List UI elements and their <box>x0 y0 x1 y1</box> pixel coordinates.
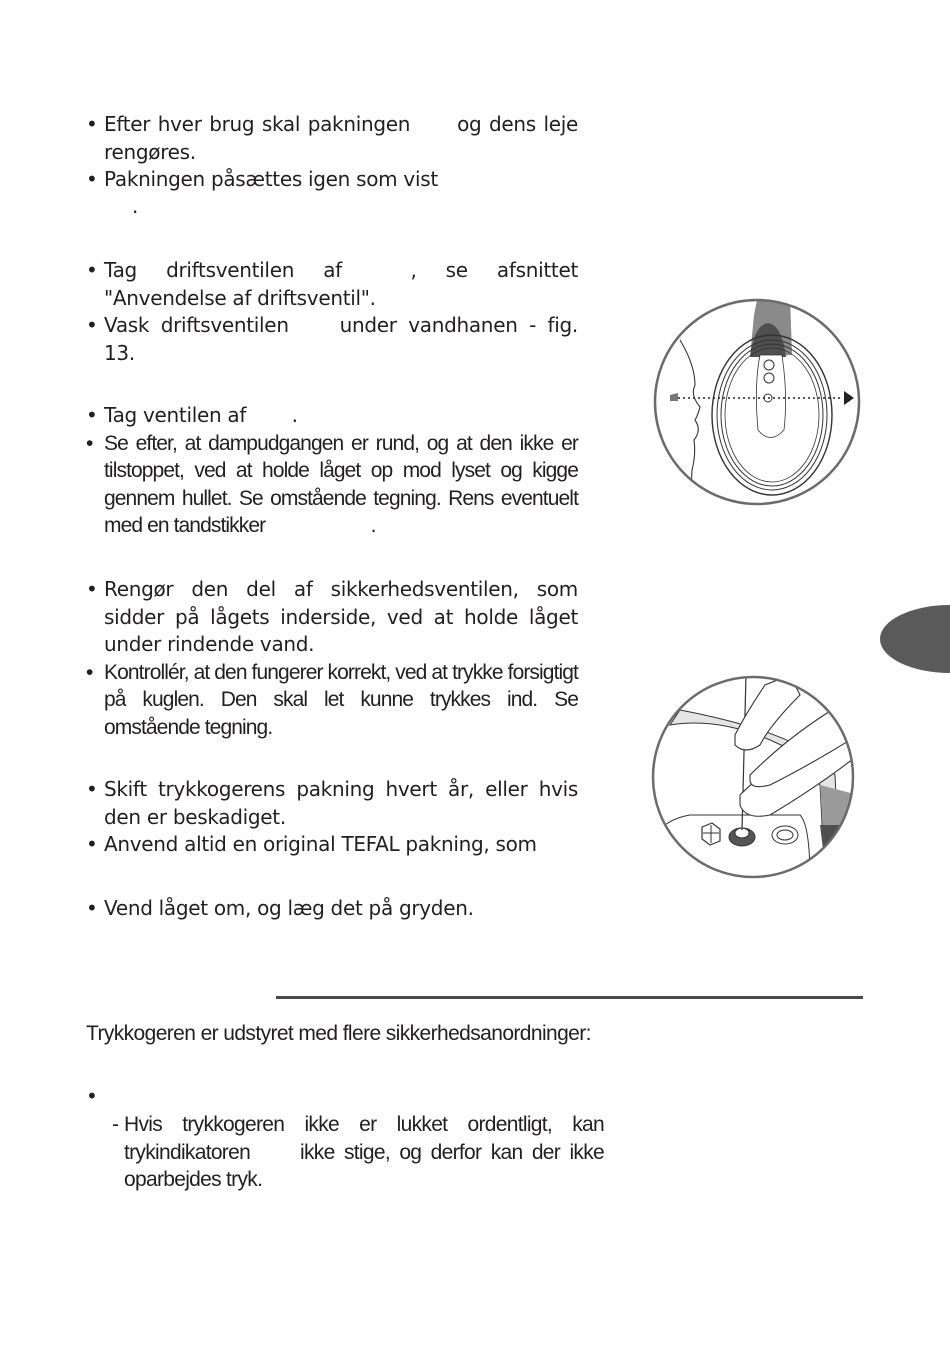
dash-item: - Hvis trykkogeren ikke er lukket ordentligt, kan trykindikatoren ikke stige, og derfor kan der ikke oparbejdes tryk. <box>112 1111 604 1194</box>
bullet-item: • Se efter, at dampudgangen er rund, og at den ikke er tilstoppet, ved at holde låget op mod lyset og kigge gennem hullet. Se omstående tegning. Rens eventuelt med en tandstikker . <box>86 430 578 540</box>
section-divider <box>276 996 863 999</box>
operating-valve-section <box>86 257 578 367</box>
valve-plate <box>756 355 785 438</box>
bullet-item: • Skift trykkogerens pakning hvert år, eller hvis den er beskadiget. <box>86 776 578 831</box>
lid-light-figure <box>650 295 865 510</box>
gasket-replacement-section <box>86 776 578 859</box>
bullet-item: • Efter hver brug skal pakningen og dens leje rengøres. <box>86 111 578 166</box>
bullet-item: • Vend låget om, og læg det på gryden. <box>86 895 578 923</box>
trailing-dot: . <box>132 194 139 218</box>
bullet-item: • Tag ventilen af . <box>86 402 578 430</box>
safety-valve-figure <box>650 675 858 880</box>
chapter-tab <box>880 605 950 673</box>
bullet-item: • Kontrollér, at den fungerer korrekt, ved at trykke forsigtigt på kuglen. Den skal let kunne trykkes ind. Se omstående tegning. <box>86 659 578 742</box>
bullet-item: • Anvend altid en original TEFAL pakning, som <box>86 831 578 859</box>
gasket-cleaning-section <box>86 111 578 194</box>
eye-shape <box>670 393 678 401</box>
safety-valve-section <box>86 576 578 741</box>
steam-outlet-section <box>86 402 578 540</box>
bullet-item: • Tag driftsventilen af , se afsnittet "Anvendelse af driftsventil". <box>86 257 578 312</box>
arrow-icon <box>844 391 854 405</box>
bullet-item <box>86 1083 578 1111</box>
safety-intro: Trykkogeren er udstyret med flere sikkerhedsanordninger: <box>86 1022 591 1045</box>
storage-section <box>86 895 578 923</box>
bullet-item: • Rengør den del af sikkerhedsventilen, som sidder på lågets inderside, ved at holde låget under rindende vand. <box>86 576 578 659</box>
safety-empty-bullet <box>86 1083 578 1111</box>
bullet-item: • Vask driftsventilen under vandhanen - fig. 13. <box>86 312 578 367</box>
bullet-item: • Pakningen påsættes igen som vist <box>86 166 578 194</box>
